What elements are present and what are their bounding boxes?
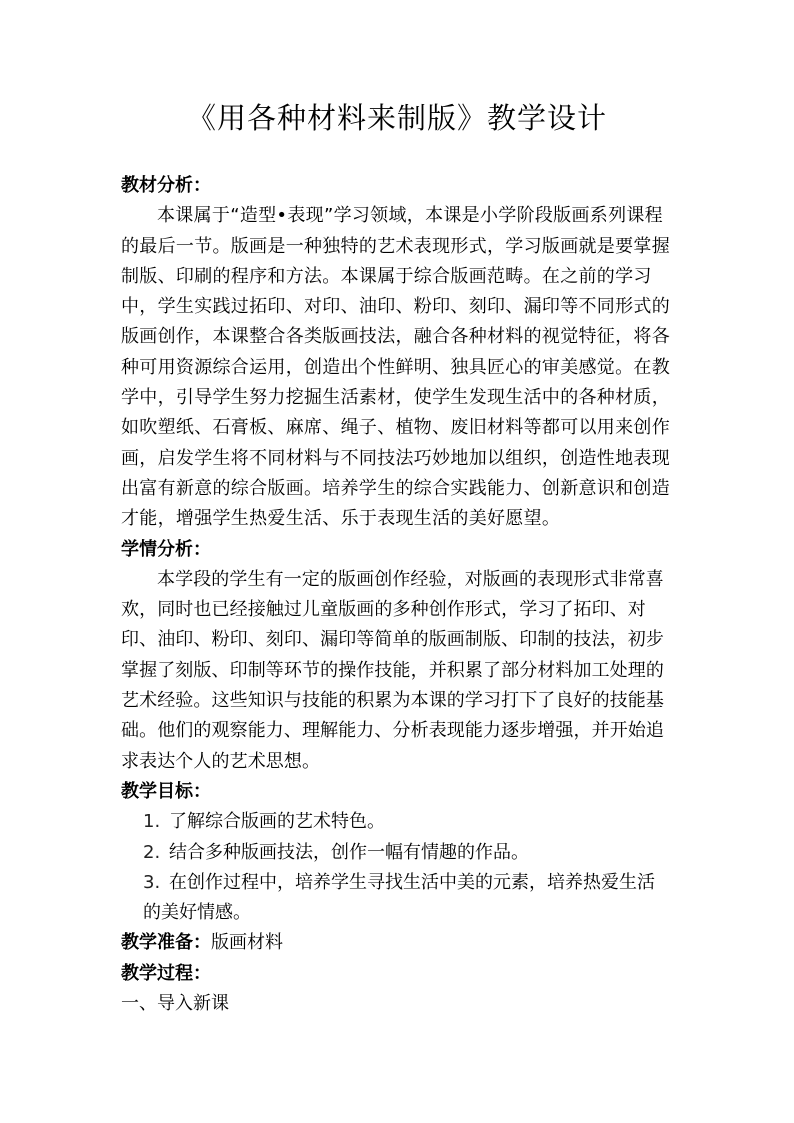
goal-text: 在创作过程中，培养学生寻找生活中美的元素，培养热爱生活 [169,871,655,893]
document-title: 《用各种材料来制版》教学设计 [186,101,607,135]
goal-item [121,868,676,898]
teaching-prep-heading: 教学准备： [121,932,211,954]
goal-number: 2. [143,841,161,863]
materials-analysis-text: 本课属于“造型•表现”学习领域，本课是小学阶段版画系列课程的最后一节。版画是一种独特的艺术表现形式，学习版画就是要掌握制版、印刷的程序和方法。本课属于综合版画范畴。在之前的学习中，学生实践过拓印、对印、油印、粉印、刻印、漏印等不同形式的版画创作，本课整合各类版画技法，融合各种材料的视觉特征，将各种可用资源综合运用，创造出个性鲜明、独具匠心的审美感觉。在教学中，引导学生努力挖掘生活素材，使学生发现生活中的各种材质，如吹塑纸、石膏板、麻席、绳子、植物、废旧材料等都可以用来创作画，启发学生将不同材料与不同技法巧妙地加以组织，创造性地表现出富有新意的综合版画。培养学生的综合实践能力、创新意识和创造才能，增强学生热爱生活、乐于表现生活的美好愿望。 [121,205,670,530]
process-step-intro: 一、导入新课 [121,993,229,1015]
teaching-prep-value: 版画材料 [211,932,283,954]
student-analysis-text: 本学段的学生有一定的版画创作经验，对版画的表现形式非常喜欢，同时也已经接触过儿童版画的多种创作形式，学习了拓印、对印、油印、粉印、刻印、漏印等简单的版画制版、印制的技法，初步掌握了刻版、印制等环节的操作技能，并积累了部分材料加工处理的艺术经验。这些知识与技能的积累为本课的学习打下了良好的技能基础。他们的观察能力、理解能力、分析表现能力逐步增强，并开始追求表达个人的艺术思想。 [121,568,664,772]
goal-text: 了解综合版画的艺术特色。 [169,811,385,833]
goal-item [121,807,676,837]
teaching-prep-row [121,928,676,958]
goal-number: 3. [143,871,161,893]
materials-analysis-heading: 教材分析： [121,175,211,196]
student-analysis-heading: 学情分析： [121,538,211,560]
teaching-goals-heading: 教学目标： [121,780,211,802]
goal-number: 1. [143,811,161,833]
goal-text: 结合多种版画技法，创作一幅有情趣的作品。 [169,841,529,863]
document-body [121,171,676,1019]
goal-item-continuation: 的美好情感。 [143,902,251,924]
goal-item [121,838,676,868]
teaching-process-heading: 教学过程： [121,962,211,984]
